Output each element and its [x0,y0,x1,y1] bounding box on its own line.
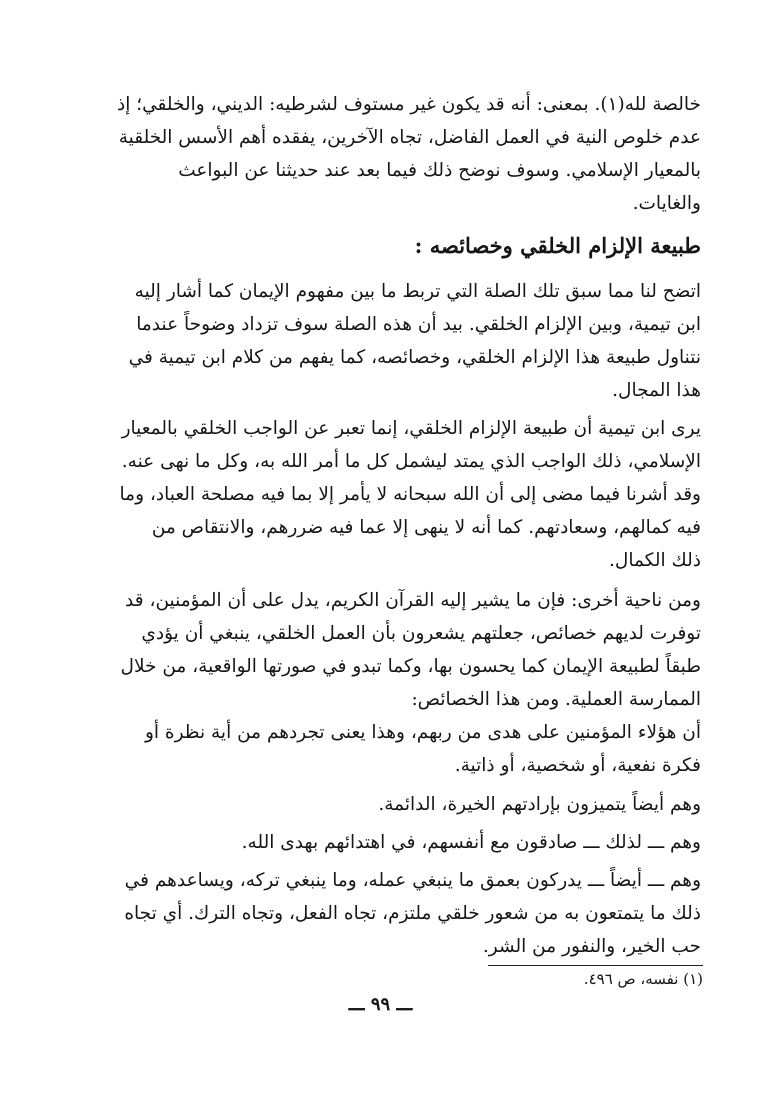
text-line: الممارسة العملية. ومن هذا الخصائص: [411,689,701,710]
text-line: طبقاً لطبيعة الإيمان كما يحسون بها، وكما تبدو في صورتها الواقعية، من خلال [120,656,701,677]
text-line: ذلك الكمال. [609,550,701,571]
text-line: فيه كمالهم، وسعادتهم. كما أنه لا ينهى إلا عما فيه ضررهم، والانتقاص من [151,517,701,538]
section-heading: طبيعة الإلزام الخلقي وخصائصه : [414,233,701,258]
paragraph-6 [94,788,701,821]
text-line: الإسلامي، ذلك الواجب الذي يمتد ليشمل كل ما أمر الله به، وكل ما نهى عنه. [121,451,701,472]
text-line: حب الخير، والنفور من الشر. [482,936,701,957]
text-line: هذا المجال. [612,380,701,401]
text-line: عدم خلوص النية في العمل الفاضل، تجاه الآخرين، يفقده أهم الأسس الخلقية [118,127,701,148]
text-line: توفرت لديهم خصائص، جعلتهم يشعرون بأن العمل الخلقي، ينبغي أن يؤدي [141,623,701,644]
text-line: بالمعيار الإسلامي. وسوف نوضح ذلك فيما بعد عند حديثنا عن البواعث [178,160,701,181]
text-line: فكرة نفعية، أو شخصية، أو ذاتية. [454,755,701,776]
paragraph-1 [94,88,701,220]
text-line: وقد أشرنا فيما مضى إلى أن الله سبحانه لا يأمر إلا بما فيه مصلحة العباد، وما [119,484,701,505]
footnote: (١) نفسه، ص ٤٩٦. [583,970,703,988]
paragraph-7 [94,826,701,859]
page-number: ـــ ٩٩ ـــ [348,994,413,1015]
text-line: والغايات. [632,193,701,214]
text-line: وهم ـــ لذلك ـــ صادقون مع أنفسهم، في اهتدائهم بهدى الله. [241,832,701,853]
text-line: وهم ـــ أيضاً ـــ يدركون بعمق ما ينبغي عمله، وما ينبغي تركه، ويساعدهم في [124,870,701,891]
text-line: نتناول طبيعة هذا الإلزام الخلقي، وخصائصه، كما يفهم من كلام ابن تيمية في [128,347,701,368]
text-line: اتضح لنا مما سبق تلك الصلة التي تربط ما بين مفهوم الإيمان كما أشار إليه [134,281,701,302]
footnote-divider [488,965,703,966]
paragraph-5 [94,716,701,782]
text-line: يرى ابن تيمية أن طبيعة الإلزام الخلقي، إنما تعبر عن الواجب الخلقي بالمعيار [121,418,701,439]
text-line: ابن تيمية، وبين الإلزام الخلقي. بيد أن هذه الصلة سوف تزداد وضوحاً عندما [136,314,701,335]
text-line: خالصة لله(١). بمعنى: أنه قد يكون غير مستوف لشرطيه: الديني، والخلقي؛ إذ [117,94,701,115]
paragraph-2 [94,275,701,407]
paragraph-8 [94,864,701,963]
text-line: ذلك ما يتمتعون به من شعور خلقي ملتزم، تجاه الفعل، وتجاه الترك. أي تجاه [124,903,701,924]
text-line: أن هؤلاء المؤمنين على هدى من ربهم، وهذا يعنى تجردهم من أية نظرة أو [144,722,701,743]
paragraph-4 [94,584,701,716]
text-line: وهم أيضاً يتميزون بإرادتهم الخيرة، الدائمة. [378,794,701,815]
text-line: ومن ناحية أخرى: فإن ما يشير إليه القرآن الكريم، يدل على أن المؤمنين، قد [125,590,701,611]
paragraph-3 [94,412,701,577]
